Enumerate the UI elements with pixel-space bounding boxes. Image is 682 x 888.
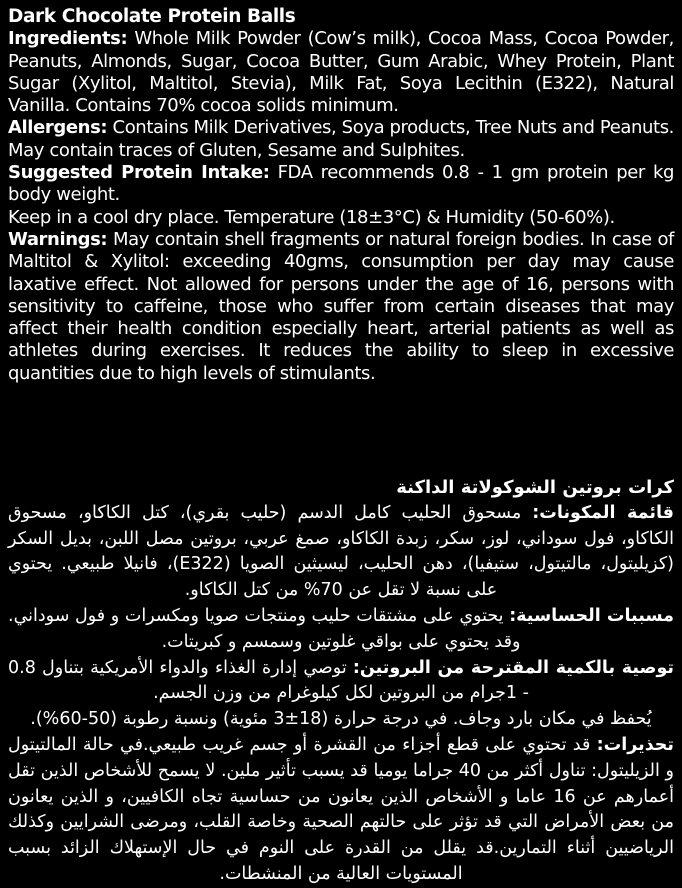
- paragraph-warnings: [8, 229, 674, 385]
- allergens-text: Contains Milk Derivatives, Soya products, Tree Nuts and Peanuts. May contain traces of Gluten, Sesame and Sulphites.: [8, 117, 674, 161]
- protein-intake-ar-lead: توصية بالكمية المقترحة من البروتين:: [352, 657, 674, 678]
- warnings-lead: Warnings:: [8, 228, 108, 250]
- paragraph-protein-intake: [8, 162, 674, 207]
- paragraph-allergens-ar: [8, 604, 674, 656]
- paragraph-protein-intake-ar: [8, 656, 674, 708]
- paragraph-storage-ar: [8, 707, 674, 733]
- warnings-ar-lead: تحذيرات:: [596, 734, 674, 755]
- ingredients-ar-lead: قائمة المكونات:: [532, 502, 675, 523]
- warnings-text: May contain shell fragments or natural foreign bodies. In case of Maltitol & Xylitol: exceeding 40gms, consumption per day may cause laxative effect. Not allowed for persons under the age of 16, persons with sensitivity to caffeine, those who suffer from certain diseases that may affect their health condition especially heart, arterial patients as well as athletes during exercises. It reduces the ability to sleep in excessive quantities due to high levels of stimulants.: [8, 228, 674, 384]
- protein-intake-ar-text: توصي إدارة الغذاء والدواء الأمريكية بتناول 0.8 - 1جرام من البروتين لكل كيلوغرام من وزن الجسم.: [8, 657, 529, 704]
- allergens-ar-lead: مسببات الحساسية:: [509, 605, 674, 626]
- paragraph-storage: [8, 207, 674, 229]
- english-section: [8, 6, 674, 452]
- storage-ar-text: يُحفظ في مكان بارد وجاف. في درجة حرارة (18±3 مئوية) ونسبة رطوبة (50-60%).: [30, 709, 652, 730]
- protein-intake-text: FDA recommends 0.8 - 1 gm protein per kg body weight.: [8, 162, 674, 206]
- ingredients-text: Whole Milk Powder (Cow’s milk), Cocoa Mass, Cocoa Powder, Peanuts, Almonds, Sugar, Cocoa Butter, Gum Arabic, Whey Protein, Plant Sugar (Xylitol, Maltitol, Stevia), Milk Fat, Soya Lecithin (E322), Natural Vanilla. Contains 70% cocoa solids minimum.: [8, 28, 674, 117]
- product-title-arabic: كرات بروتين الشوكولاتة الداكنة: [396, 477, 674, 498]
- allergens-lead: Allergens:: [8, 117, 108, 139]
- product-title-english: Dark Chocolate Protein Balls: [8, 6, 296, 27]
- protein-intake-lead: Suggested Protein Intake:: [8, 162, 270, 184]
- allergens-ar-text: يحتوي على مشتقات حليب ومنتجات صويا ومكسرات و فول سوداني. وقد يحتوي على بواقي غلوتين وسمسم و كبريتات.: [8, 605, 521, 652]
- paragraph-allergens: [8, 117, 674, 162]
- paragraph-ingredients: [8, 28, 674, 117]
- storage-text: Keep in a cool dry place. Temperature (18±3°C) & Humidity (50-60%).: [8, 206, 615, 228]
- paragraph-warnings-ar: [8, 733, 674, 888]
- paragraph-ingredients-ar: [8, 501, 674, 604]
- ingredients-ar-text: مسحوق الحليب كامل الدسم (حليب بقري)، كتل الكاكاو، مسحوق الكاكاو، فول سوداني، لوز، سكر، زبدة الكاكاو، صمغ عربي، بروتين مصل اللبن، بديل السكر (كزيليتول، مالتيتول، ستيفيا)، دهن الحليب، ليسيثين الصويا (E322)، فانيلا طبيعي. يحتوي على نسبة لا تقل عن 70% من كتل الكاكاو.: [8, 502, 674, 601]
- warnings-ar-text: قد تحتوي على قطع أجزاء من القشرة أو جسم غريب طبيعي.في حالة المالتيتول و الزيليتول: تناول أكثر من 40 جراما يوميا قد يسبب تأثير ملين. لا يسمح للأشخاص الذين تقل أعمارهم عن 16 عاما و الأشخاص الذين يعانون من حساسية تجاه الكافيين، و الذين يعانون من بعض الأمراض التي قد تؤثر على حالتهم الصحية وخاصة القلب، ومرضى الشرايين وكذلك الرياضيين أثناء التمارين.قد يقلل من القدرة على النوم في حال الإستهلاك الزائد بسبب المستويات العالية من المنشطات.: [8, 734, 674, 884]
- ingredients-lead: Ingredients:: [8, 28, 128, 50]
- arabic-section: [8, 475, 674, 888]
